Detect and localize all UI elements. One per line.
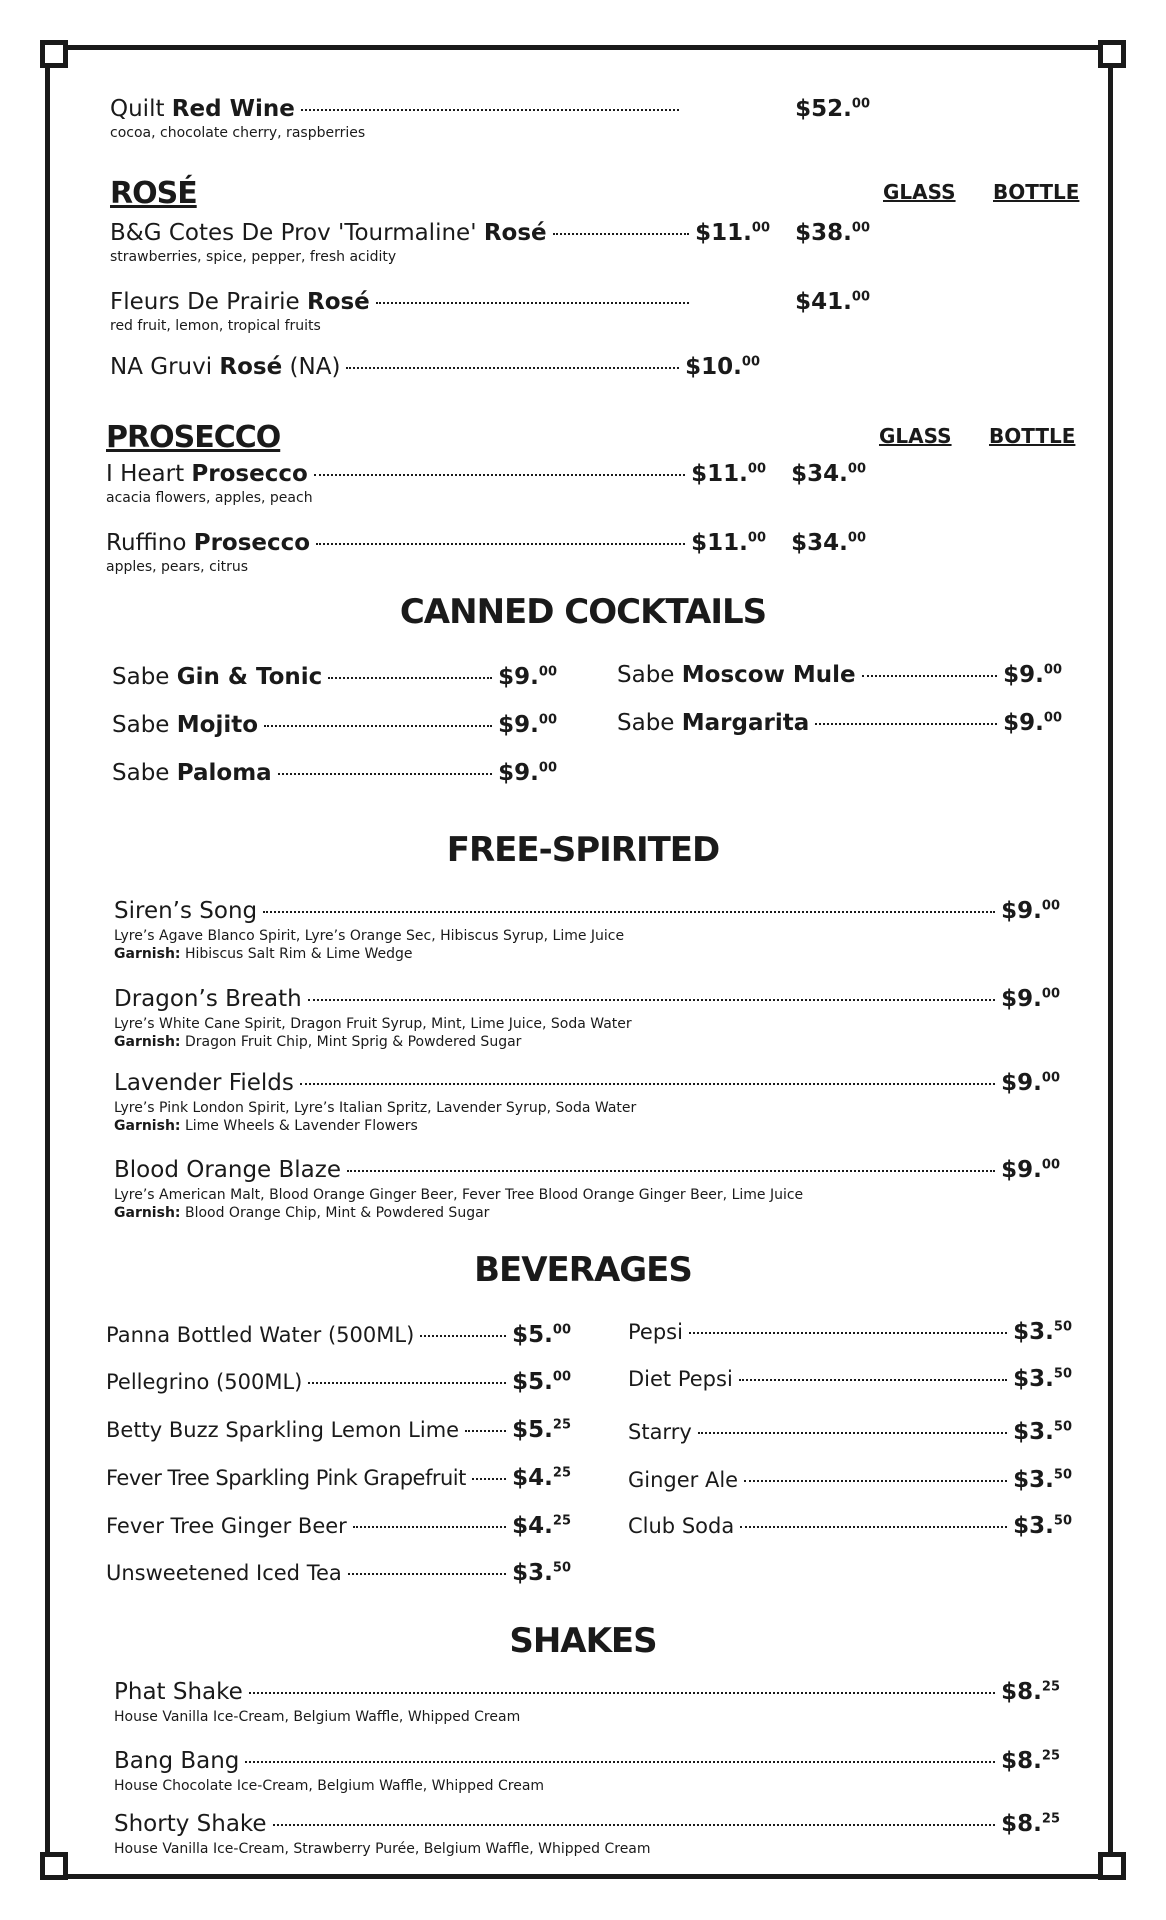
item-description: red fruit, lemon, tropical fruits <box>110 318 321 334</box>
leader-dots <box>353 1526 506 1528</box>
leader-dots <box>308 999 995 1001</box>
item-garnish: Garnish: Dragon Fruit Chip, Mint Sprig & Powdered Sugar <box>114 1034 522 1050</box>
item-garnish: Garnish: Lime Wheels & Lavender Flowers <box>114 1118 418 1134</box>
leader-dots <box>465 1430 506 1432</box>
item-description: Lyre’s Pink London Spirit, Lyre’s Italian Spritz, Lavender Syrup, Soda Water <box>114 1100 637 1116</box>
item-price: $52.00 <box>795 96 870 122</box>
column-header-glass: GLASS <box>883 180 956 204</box>
item-description: apples, pears, citrus <box>106 559 249 575</box>
menu-item-dragons-breath: Dragon’s Breath $9.00 <box>114 986 1060 1012</box>
section-title-beverages: BEVERAGES <box>474 1250 692 1290</box>
item-description: House Vanilla Ice-Cream, Belgium Waffle, Whipped Cream <box>114 1709 521 1725</box>
leader-dots <box>314 474 685 476</box>
leader-dots <box>249 1692 995 1694</box>
leader-dots <box>278 773 492 775</box>
menu-item-rose-gruvi: NA Gruvi Rosé (NA) $10.00 <box>110 354 760 380</box>
menu-item-phat-shake: Phat Shake $8.25 <box>114 1679 1060 1705</box>
menu-item-canned: Sabe Margarita $9.00 <box>617 710 1062 736</box>
bottle-price: $41.00 <box>795 289 870 315</box>
leader-dots <box>348 1573 506 1575</box>
section-title-prosecco: PROSECCO <box>106 420 281 455</box>
item-description: cocoa, chocolate cherry, raspberries <box>110 125 366 141</box>
item-description: strawberries, spice, pepper, fresh acidity <box>110 249 397 265</box>
leader-dots <box>273 1824 996 1826</box>
menu-item-beverage: Pepsi $3.50 <box>628 1319 1072 1345</box>
glass-price: $11.00 <box>691 530 766 556</box>
leader-dots <box>698 1432 1007 1434</box>
menu-item-lavender-fields: Lavender Fields $9.00 <box>114 1070 1060 1096</box>
menu-item-sirens-song: Siren’s Song $9.00 <box>114 898 1060 924</box>
leader-dots <box>815 723 997 725</box>
menu-item-canned: Sabe Moscow Mule $9.00 <box>617 662 1062 688</box>
menu-item-beverage: Diet Pepsi $3.50 <box>628 1366 1072 1392</box>
menu-item-quilt-red-wine <box>110 96 870 122</box>
menu-item-beverage: Betty Buzz Sparkling Lemon Lime $5.25 <box>106 1417 571 1443</box>
item-description: acacia flowers, apples, peach <box>106 490 313 506</box>
leader-dots <box>739 1379 1007 1381</box>
glass-price: $10.00 <box>685 354 760 380</box>
menu-item-shorty-shake: Shorty Shake $8.25 <box>114 1811 1060 1837</box>
section-title-shakes: SHAKES <box>509 1621 657 1661</box>
leader-dots <box>472 1478 506 1480</box>
bottle-price: $34.00 <box>791 530 866 556</box>
leader-dots <box>347 1170 995 1172</box>
glass-price: $11.00 <box>691 461 766 487</box>
menu-item-prosecco-i-heart: I Heart Prosecco $11.00 $34.00 <box>106 461 866 487</box>
leader-dots <box>328 677 492 679</box>
leader-dots <box>263 911 995 913</box>
menu-item-beverage: Club Soda $3.50 <box>628 1513 1072 1539</box>
menu-item-beverage: Starry $3.50 <box>628 1419 1072 1445</box>
leader-dots <box>740 1526 1007 1528</box>
menu-item-beverage: Fever Tree Sparkling Pink Grapefruit $4.25 <box>106 1465 571 1491</box>
menu-item-rose-fleurs: Fleurs De Prairie Rosé $41.00 <box>110 289 870 315</box>
leader-dots <box>308 1382 506 1384</box>
leader-dots <box>245 1761 995 1763</box>
leader-dots <box>376 302 689 304</box>
menu-item-beverage: Unsweetened Iced Tea $3.50 <box>106 1560 571 1586</box>
item-garnish: Garnish: Blood Orange Chip, Mint & Powdered Sugar <box>114 1205 490 1221</box>
leader-dots <box>420 1335 506 1337</box>
item-description: House Vanilla Ice-Cream, Strawberry Purée, Belgium Waffle, Whipped Cream <box>114 1841 651 1857</box>
bottle-price: $34.00 <box>791 461 866 487</box>
leader-dots <box>744 1480 1007 1482</box>
leader-dots <box>264 725 492 727</box>
bottle-price: $38.00 <box>795 220 870 246</box>
column-header-bottle: BOTTLE <box>989 424 1076 448</box>
menu-item-beverage: Pellegrino (500ML) $5.00 <box>106 1369 571 1395</box>
leader-dots <box>553 233 690 235</box>
menu-item-beverage: Panna Bottled Water (500ML) $5.00 <box>106 1322 571 1348</box>
leader-dots <box>689 1332 1007 1334</box>
item-description: Lyre’s Agave Blanco Spirit, Lyre’s Orange Sec, Hibiscus Syrup, Lime Juice <box>114 928 625 944</box>
item-name: Quilt Red Wine <box>110 96 295 122</box>
menu-item-blood-orange-blaze: Blood Orange Blaze $9.00 <box>114 1157 1060 1183</box>
menu-item-rose-tourmaline: B&G Cotes De Prov 'Tourmaline' Rosé $11.00 $38.00 <box>110 220 870 246</box>
menu-item-bang-bang: Bang Bang $8.25 <box>114 1748 1060 1774</box>
item-description: House Chocolate Ice-Cream, Belgium Waffle, Whipped Cream <box>114 1778 545 1794</box>
menu-item-canned: Sabe Paloma $9.00 <box>112 760 557 786</box>
section-title-free-spirited: FREE-SPIRITED <box>446 830 720 870</box>
leader-dots <box>316 543 685 545</box>
menu-item-canned: Sabe Gin & Tonic $9.00 <box>112 664 557 690</box>
leader-dots <box>346 367 679 369</box>
leader-dots <box>862 675 998 677</box>
column-header-bottle: BOTTLE <box>993 180 1080 204</box>
leader-dots <box>300 1083 995 1085</box>
column-header-glass: GLASS <box>879 424 952 448</box>
menu-item-prosecco-ruffino: Ruffino Prosecco $11.00 $34.00 <box>106 530 866 556</box>
menu-item-beverage: Fever Tree Ginger Beer $4.25 <box>106 1513 571 1539</box>
item-description: Lyre’s American Malt, Blood Orange Ginger Beer, Fever Tree Blood Orange Ginger Beer, Lime Juice <box>114 1187 804 1203</box>
item-garnish: Garnish: Hibiscus Salt Rim & Lime Wedge <box>114 946 413 962</box>
menu-item-canned: Sabe Mojito $9.00 <box>112 712 557 738</box>
leader-dots <box>301 109 679 111</box>
section-title-canned-cocktails: CANNED COCKTAILS <box>399 592 767 632</box>
menu-item-beverage: Ginger Ale $3.50 <box>628 1467 1072 1493</box>
item-description: Lyre’s White Cane Spirit, Dragon Fruit Syrup, Mint, Lime Juice, Soda Water <box>114 1016 632 1032</box>
glass-price: $11.00 <box>695 220 770 246</box>
section-title-rose: ROSÉ <box>110 176 197 211</box>
